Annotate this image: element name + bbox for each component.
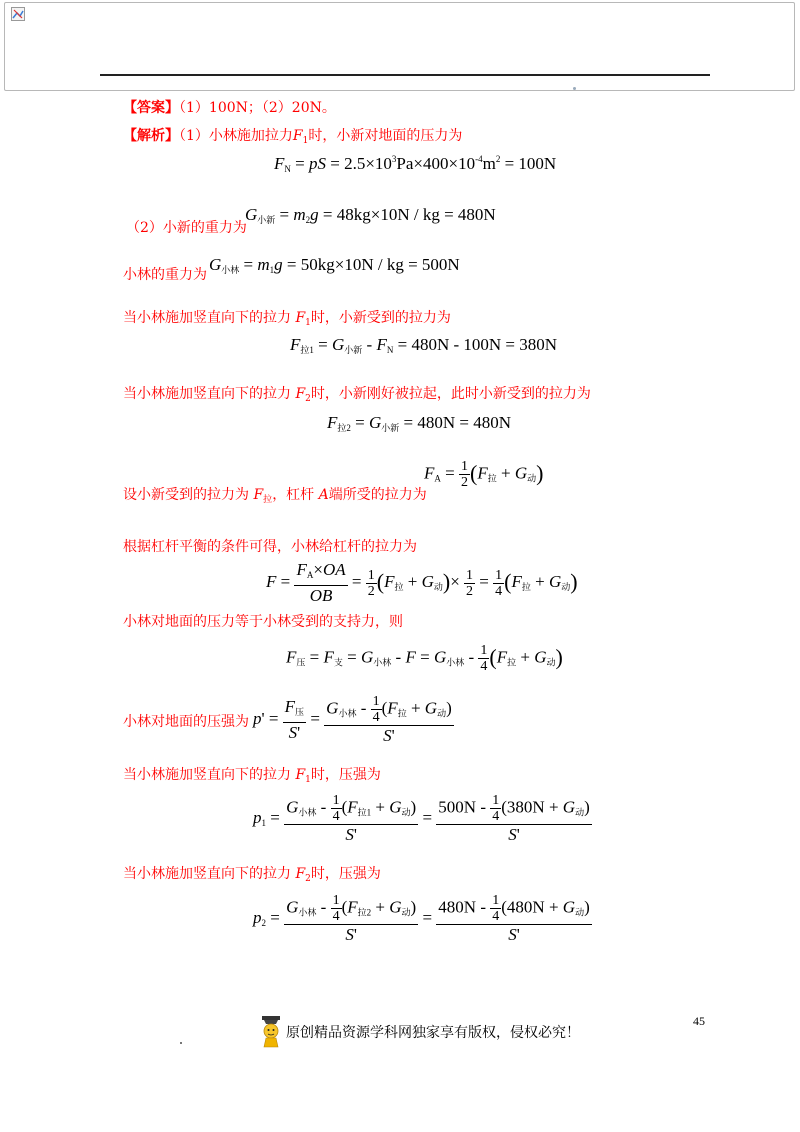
equation-xiaoxin-gravity: $G_{小新} = m_2g = 48kg\times 10N$ / kg = 480N (245, 205, 496, 225)
header-dot (573, 87, 576, 90)
paragraph-p1-case: 当小林施加竖直向下的拉力 $F_1$时，压强为 (123, 767, 381, 785)
broken-image-icon (11, 7, 25, 21)
footer-dot (180, 1042, 182, 1044)
paragraph-f1-case: 当小林施加竖直向下的拉力 $F_1$时，小新受到的拉力为 (123, 310, 451, 328)
equation-pressure-force: $F_N$ = pS = $2.5\times 10^3Pa\times 400\times 10^{-4}m^2 = 100N$ (274, 154, 557, 174)
analysis-intro: 【解析】（1）小林施加拉力$F_1$时，小新对地面的压力为 (123, 128, 463, 146)
paragraph-support-force: 小林对地面的压力等于小林受到的支持力，则 (123, 614, 403, 630)
paragraph-lever-end-a: 设小新受到的拉力为 $F_拉$，杠杆 A端所受的拉力为 (123, 487, 427, 505)
equation-pressure: p' = $\frac{F_压}{S'}$ = $G_{小林}$ - $\frac{1}{4}$ $(F_拉 + G_动)$ S' (253, 694, 452, 745)
answer-tag: 【答案】 (123, 100, 179, 116)
footer (258, 1014, 580, 1050)
equation-lever-balance: F = $\frac{F_A\times OA}{OB}$ = $\frac{1}{2}$ $(F_拉 + G_动)\times$ $\frac{1}{2}$ = $\frac{1}{4}$ $(F_拉 + G_动)$ (266, 560, 578, 605)
header-rule (100, 74, 710, 76)
paragraph-pressure: 小林对地面的压强为 (123, 714, 249, 730)
paragraph-xiaolin-gravity: 小林的重力为 (123, 267, 207, 283)
answer-line (123, 99, 336, 117)
paragraph-p2-case: 当小林施加竖直向下的拉力 $F_2$时，压强为 (123, 866, 381, 884)
equation-pull-f1: $F_{拉1} = G_{小新} - F_N = 480N - 100N = 380N$ (290, 335, 558, 355)
equation-p1: $p_1$ = $G_{小林}$ - $\frac{1}{4}$ $(F_{拉1} + G_动)$ S' = 500N - $\frac{1}{4}$ $(380N + G_动)$ S' (253, 793, 590, 844)
equation-p2: $p_2$ = $G_{小林}$ - $\frac{1}{4}$ $(F_{拉2} + G_动)$ S' = 480N - $\frac{1}{4}$ $(480N + G_动)$ S' (253, 893, 590, 944)
copyright-notice: 原创精品资源学科网独家享有版权，侵权必究！ (286, 1025, 580, 1041)
paragraph-xiaoxin-gravity: （2）小新的重力为 (126, 220, 247, 236)
page-header (4, 2, 795, 91)
page-number: 45 (693, 1014, 705, 1028)
analysis-tag: 【解析】 (123, 128, 179, 144)
answer-text: （1）100N；（2）20N。 (179, 100, 336, 116)
equation-xiaolin-gravity: $G_{小林} = m_1g = 50kg\times 10N$ / kg = 500N (209, 255, 460, 275)
paragraph-f2-case: 当小林施加竖直向下的拉力 $F_2$时，小新刚好被拉起，此时小新受到的拉力为 (123, 386, 591, 404)
equation-pull-f2: $F_{拉2} = G_{小新} = 480N = 480N$ (327, 413, 512, 433)
analysis-intro-text: （1）小林施加拉力 (179, 128, 293, 144)
equation-lever-end-a: $F_A$ = $\frac{1}{2}$ $(F_拉 + G_动)$ (424, 459, 544, 490)
mascot-icon (258, 1015, 284, 1049)
paragraph-lever-balance: 根据杠杆平衡的条件可得，小林给杠杆的拉力为 (123, 539, 417, 555)
equation-support-force: $F_压 = F_支 = G_{小林} - F = G_{小林}$ - $\frac{1}{4}$ $(F_拉 + G_动)$ (286, 643, 563, 674)
